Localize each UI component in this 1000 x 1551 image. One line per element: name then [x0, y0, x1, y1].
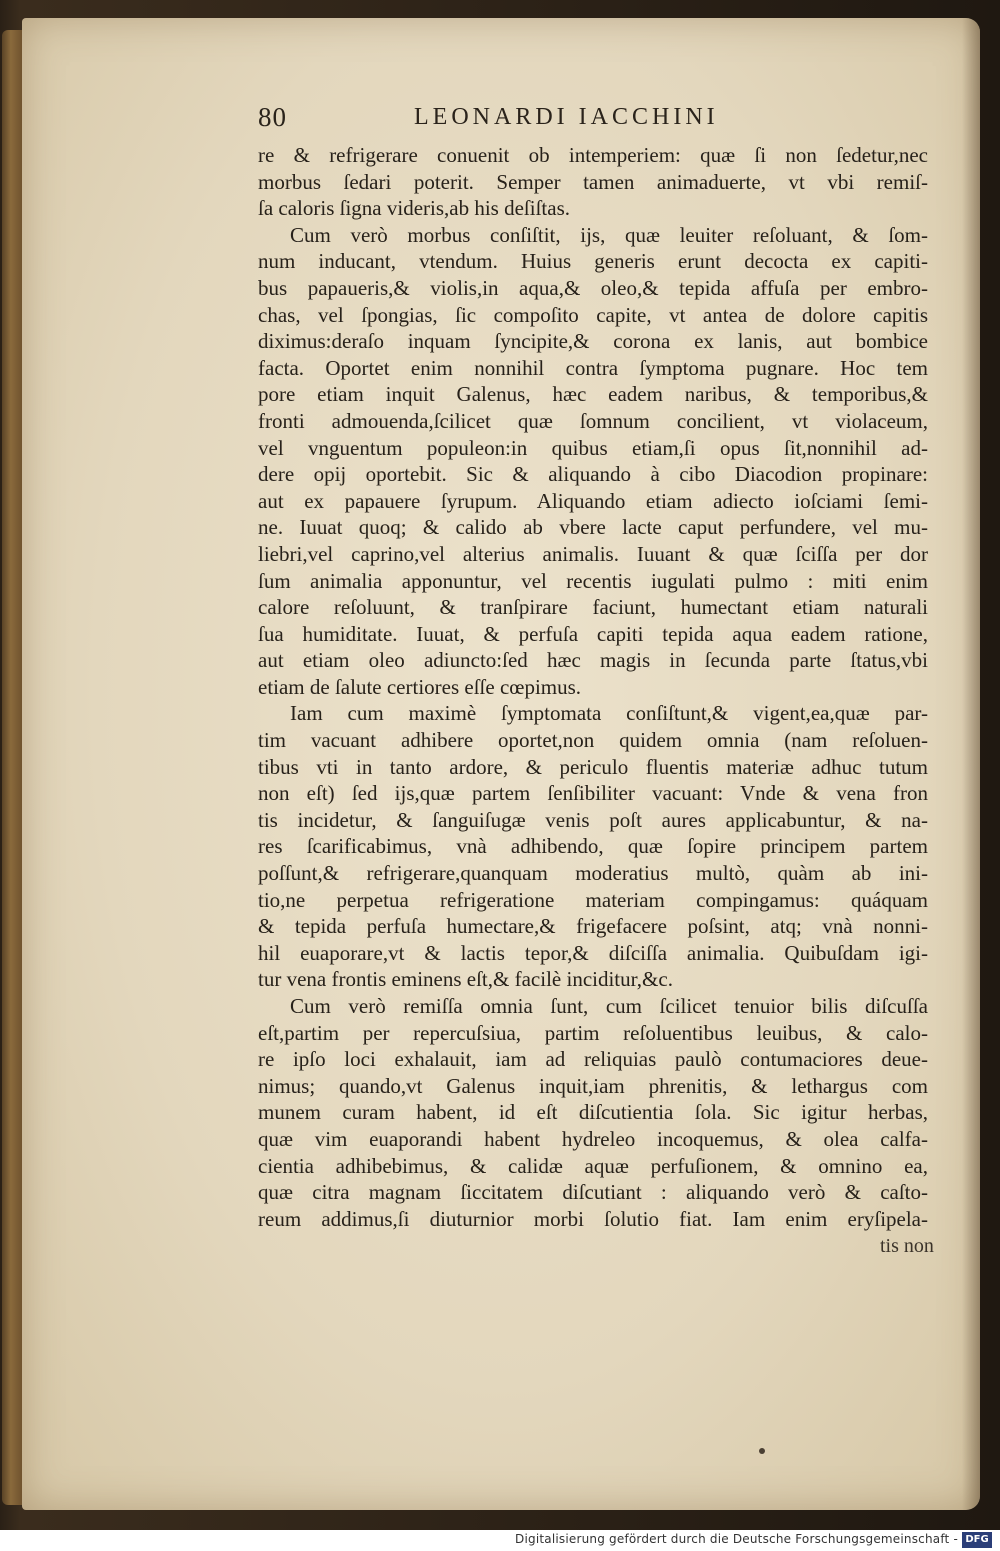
ink-dot [759, 1448, 765, 1454]
text-line: & tepida perfuſa humectare,& frigefacere poſsint, atq; vnà nonni- [258, 914, 928, 939]
text-line: calore reſoluunt, & tranſpirare faciunt, humectant etiam naturali [258, 595, 928, 620]
text-line: chas, vel ſpongias, ſic compoſito capite, vt antea de dolore capitis [258, 302, 928, 327]
text-line: poſſunt,& refrigerare,quanquam moderatius multò, quàm ab ini- [258, 861, 928, 886]
page-number: 80 [258, 102, 287, 132]
text-line: ne. Iuuat quoq; & calido ab vbere lacte caput perfundere, vel mu- [258, 515, 928, 540]
text-line: quæ vim euaporandi habent hydreleo incoquemus, & olea calfa- [258, 1126, 928, 1151]
text-line: num inducant, vtendum. Huius generis erunt decocta ex capiti- [258, 249, 928, 274]
running-head [258, 102, 948, 138]
text-line: tio,ne perpetua refrigeratione materiam compingamus: quáquam [258, 887, 928, 912]
text-line: quæ citra magnam ſiccitatem diſcutiant : aliquando verò & caſto- [258, 1180, 928, 1205]
text-line: tur vena frontis eminens eſt,& facilè inciditur,&c. [258, 967, 673, 992]
text-line: aut etiam oleo adiuncto:ſed hæc magis in ſecunda parte ſtatus,vbi [258, 648, 928, 673]
text-line: Cum verò morbus conſiſtit, ijs, quæ leuiter reſoluant, & ſom- [290, 222, 928, 247]
running-title: LEONARDI IACCHINI [414, 104, 719, 130]
text-line: bus papaueris,& violis,in aqua,& oleo,& tepida affuſa per embro- [258, 275, 928, 300]
text-line: eſt,partim per repercuſsiua, partim reſoluentibus leuibus, & calo- [258, 1020, 928, 1045]
text-line: hil euaporare,vt & lactis tepor,& diſciſſa animalia. Quibuſdam igi- [258, 940, 928, 965]
text-line: nimus; quando,vt Galenus inquit,iam phrenitis, & lethargus com [258, 1073, 928, 1098]
catchword: tis non [880, 1235, 934, 1257]
text-line: tibus vti in tanto ardore, & periculo fluentis materiæ adhuc tutum [258, 754, 928, 779]
text-line: re ipſo loci exhalauit, iam ad reliquias paulò contumaciores deue- [258, 1047, 928, 1072]
text-line: vel vnguentum populeon:in quibus etiam,ſi opus ſit,nonnihil ad- [258, 435, 928, 460]
text-line: liebri,vel caprino,vel alterius animalis. Iuuant & quæ ſciſſa per dor [258, 541, 928, 566]
page-edge-shadow [962, 18, 980, 1510]
text-line: tim vacuant adhibere oportet,non quidem omnia (nam reſoluen- [258, 728, 928, 753]
text-line: cientia adhibebimus, & calidæ aquæ perfuſionem, & omnino ea, [258, 1153, 928, 1178]
text-line: ſum animalia apponuntur, vel recentis iugulati pulmo : miti enim [258, 568, 928, 593]
text-line: non eſt) ſed ijs,quæ partem ſenſibiliter vacuant: Vnde & vena fron [258, 781, 928, 806]
body-text [258, 142, 938, 1232]
text-line: ſua humiditate. Iuuat, & perfuſa capiti tepida aqua eadem ratione, [258, 621, 928, 646]
text-line: dere opij oportebit. Sic & aliquando à cibo Diacodion propinare: [258, 462, 928, 487]
book-edge [2, 30, 24, 1505]
text-line: munem curam habent, id eſt diſcutientia ſola. Sic igitur herbas, [258, 1100, 928, 1125]
text-line: etiam de ſalute certiores eſſe cœpimus. [258, 674, 582, 699]
text-line: fronti admouenda,ſcilicet quæ ſomnum concilient, vt violaceum, [258, 408, 928, 433]
text-line: Iam cum maximè ſymptomata conſiſtunt,& vigent,ea,quæ par- [290, 701, 928, 726]
text-line: morbus ſedari poterit. Semper tamen animaduerte, vt vbi remiſ- [258, 169, 928, 194]
text-line: aut ex papauere ſyrupum. Aliquando etiam adiecto ioſciami ſemi- [258, 488, 928, 513]
dfg-logo: DFG [962, 1532, 992, 1548]
text-line: res ſcarificabimus, vnà adhibendo, quæ ſopire principem partem [258, 834, 928, 859]
text-line: facta. Oportet enim nonnihil contra ſymptoma pugnare. Hoc tem [258, 355, 928, 380]
footer-bar [0, 1530, 1000, 1551]
text-line: diximus:deraſo inquam ſyncipite,& corona ex lanis, aut bombice [258, 329, 928, 354]
text-line: pore etiam inquit Galenus, hæc eadem naribus, & temporibus,& [258, 382, 928, 407]
footer-credit: Digitalisierung gefördert durch die Deutsche Forschungsgemeinschaft - [515, 1532, 958, 1546]
text-line: ſa caloris ſigna videris,ab his deſiſtas. [258, 196, 571, 221]
text-line: Cum verò remiſſa omnia ſunt, cum ſcilicet tenuior bilis diſcuſſa [290, 994, 928, 1018]
text-line: tis incidetur, & ſanguiſugæ venis poſt aures applicabuntur, & na- [258, 807, 928, 832]
text-line: reum addimus,ſi diuturnior morbi ſolutio fiat. Iam enim eryſipela- [258, 1206, 928, 1231]
text-line: re & refrigerare conuenit ob intemperiem: quæ ſi non ſedetur,nec [258, 143, 928, 167]
